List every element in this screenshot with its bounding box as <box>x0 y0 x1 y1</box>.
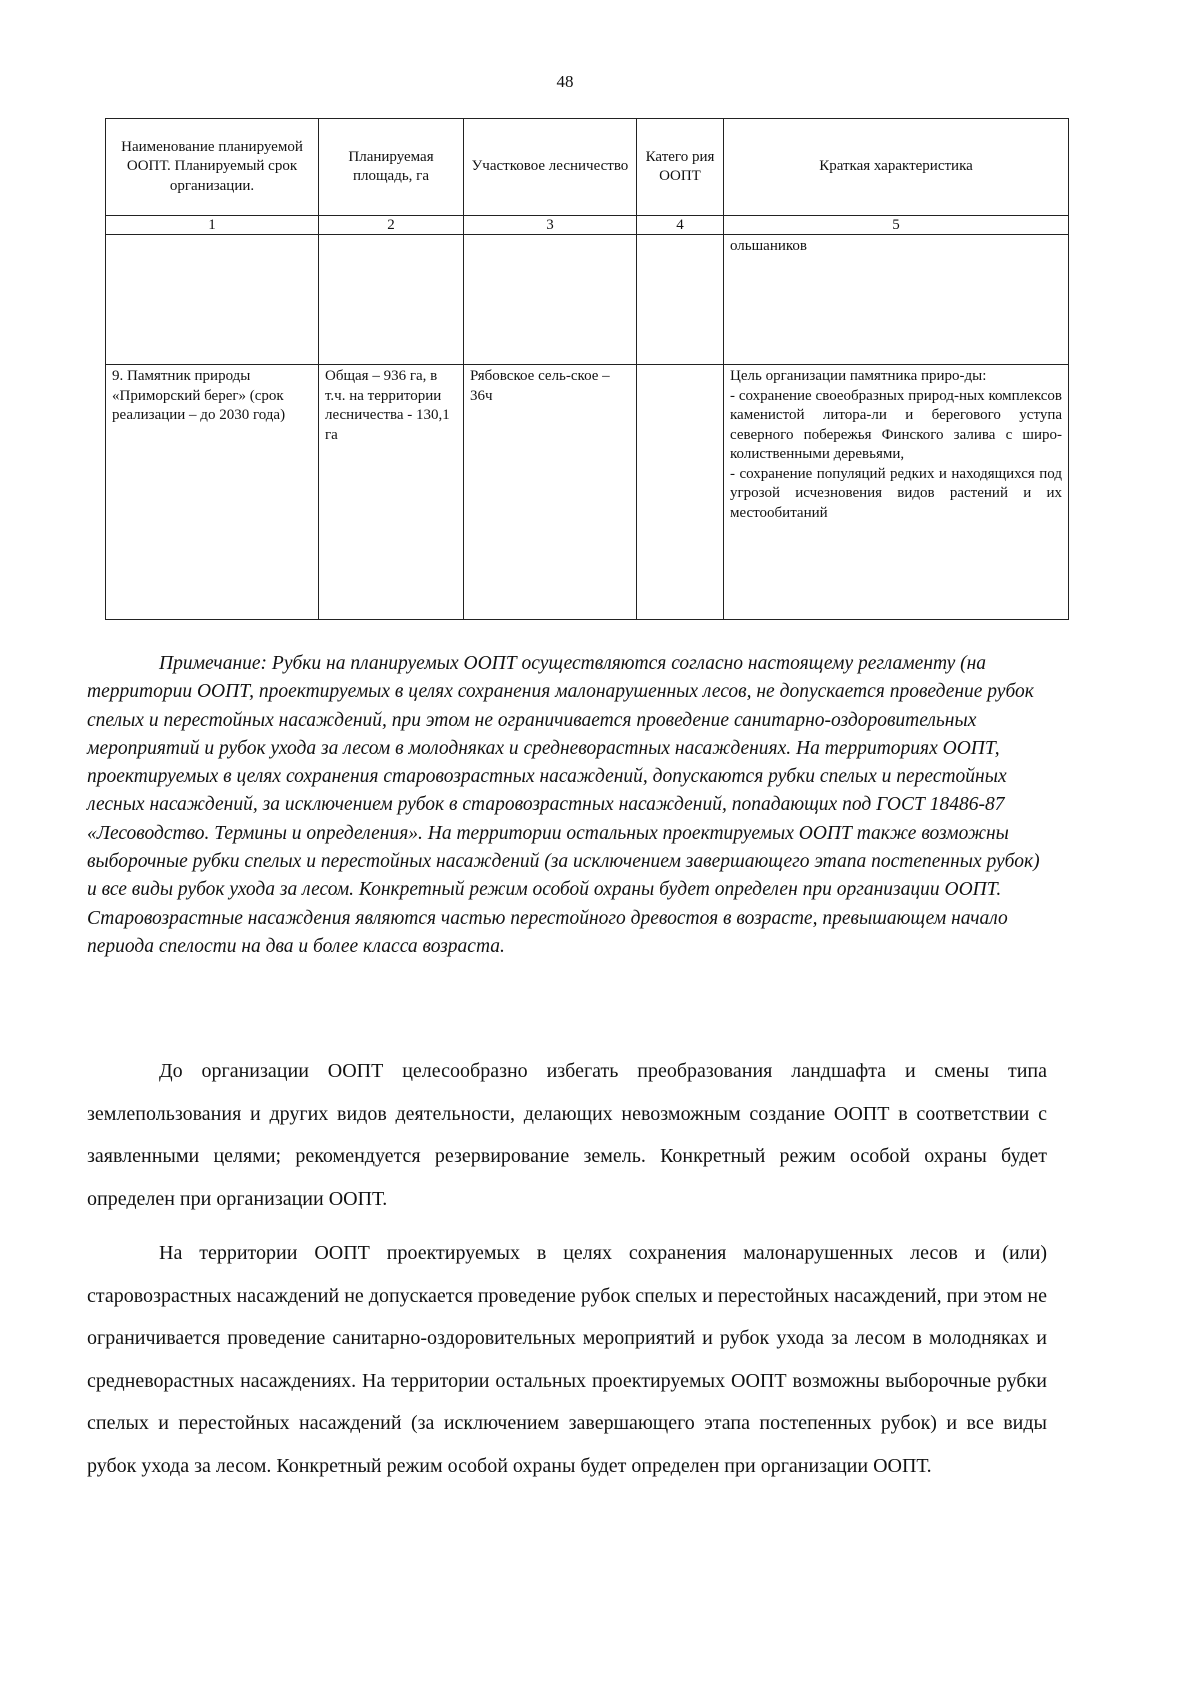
description-line: - сохранение своеобразных природ-ных комплексов каменистой литора-ли и берегового уступа северного побережья Финского залива с широ-колиственными деревьями, <box>730 387 1062 462</box>
oopt-forestry: Рябовское сель-ское – 36ч <box>464 365 637 620</box>
header-area: Планируемая площадь, га <box>319 119 464 216</box>
column-number: 2 <box>319 216 464 235</box>
header-name: Наименование планируемой ООПТ. Планируемый срок организации. <box>106 119 319 216</box>
column-number: 3 <box>464 216 637 235</box>
note-text: Примечание: Рубки на планируемых ООПТ осуществляются согласно настоящему регламенту (на территории ООПТ, проектируемых в целях сохранения малонарушенных лесов, не допускается проведение рубок спелых и перестойных насаждений, при этом не ограничивается проведение санитарно-оздоровительных мероприятий и рубок ухода за лесом в молодняках и средневорастных насаждениях. На территориях ООПТ, проектируемых в целях сохранения старовозрастных насаждений, допускаются рубки спелых и перестойных лесных насаждений, за исключением рубок в старовозрастных насаждений, попадающих под ГОСТ 18486-87 «Лесоводство. Термины и определения». На территории остальных проектируемых ООПТ также возможны выборочные рубки спелых и перестойных насаждений (за исключением завершающего этапа постепенных рубок) и все виды рубок ухода за лесом. Конкретный режим особой охраны будет определен при организации ООПТ. Старовозрастные насаждения являются частью перестойного древостоя в возрасте, превышающем начало периода спелости на два и более класса возраста. <box>87 653 1040 957</box>
oopt-name: 9. Памятник природы «Приморский берег» (срок реализации – до 2030 года) <box>106 365 319 620</box>
header-category: Катего рия ООПТ <box>637 119 724 216</box>
oopt-description <box>724 365 1069 620</box>
body-paragraph <box>87 1232 1047 1487</box>
description-line: Цель организации памятника приро-ды: <box>730 368 987 384</box>
column-number: 4 <box>637 216 724 235</box>
paragraph-text: До организации ООПТ целесообразно избегать преобразования ландшафта и смены типа землепользования и других видов деятельности, делающих невозможным создание ООПТ в соответствии с заявленными целями; рекомендуется резервирование земель. Конкретный режим особой охраны будет определен при организации ООПТ. <box>87 1060 1047 1210</box>
table-cell <box>319 235 464 365</box>
page-number: 48 <box>556 72 574 91</box>
paragraph-text: На территории ООПТ проектируемых в целях сохранения малонарушенных лесов и (или) старовозрастных насаждений не допускается проведение рубок спелых и перестойных насаждений, при этом не ограничивается проведение санитарно-оздоровительных мероприятий и рубок ухода за лесом в молодняках и средневорастных насаждениях. На территории остальных проектируемых ООПТ возможны выборочные рубки спелых и перестойных насаждений (за исключением завершающего этапа постепенных рубок) и все виды рубок ухода за лесом. Конкретный режим особой охраны будет определен при организации ООПТ. <box>87 1242 1047 1477</box>
table-cell <box>464 235 637 365</box>
table-row <box>106 235 1069 365</box>
body-paragraph <box>87 1050 1047 1220</box>
column-number: 1 <box>106 216 319 235</box>
note-block <box>87 650 1047 961</box>
table-row <box>106 365 1069 620</box>
oopt-category <box>637 365 724 620</box>
table-cell <box>106 235 319 365</box>
column-number: 5 <box>724 216 1069 235</box>
continued-description: ольшаников <box>724 235 1069 365</box>
table-header-row <box>106 119 1069 216</box>
description-line: - сохранение популяций редких и находящихся под угрозой исчезновения видов растений и их местообитаний <box>730 465 1062 521</box>
header-description: Краткая характеристика <box>724 119 1069 216</box>
column-number-row <box>106 216 1069 235</box>
header-forestry: Участковое лесничество <box>464 119 637 216</box>
oopt-area: Общая – 936 га, в т.ч. на территории лесничества - 130,1 га <box>319 365 464 620</box>
oopt-table <box>105 118 1069 620</box>
table-cell <box>637 235 724 365</box>
